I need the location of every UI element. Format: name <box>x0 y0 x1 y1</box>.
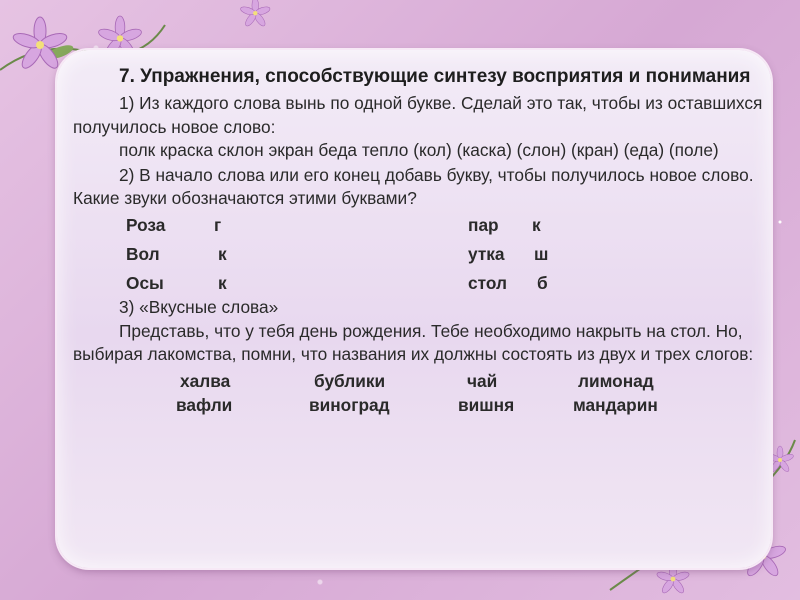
word: стол <box>468 272 507 293</box>
food-word: вишня <box>458 394 515 415</box>
food-word: виноград <box>309 394 390 415</box>
word-pair-row <box>73 211 763 240</box>
task2-text: 2) В начало слова или его конец добавь букву, чтобы получилось новое слово. Какие звуки обозначаются этими буквами? <box>73 164 754 209</box>
word-pair-row <box>73 269 763 295</box>
food-word-row <box>73 394 763 418</box>
food-word: лимонад <box>578 370 654 391</box>
slide-text <box>73 64 763 418</box>
word: пар <box>468 214 499 235</box>
food-word-row <box>73 370 763 394</box>
food-word: мандарин <box>573 394 658 415</box>
word: Вол <box>126 243 160 264</box>
task1-words: полк краска склон экран беда тепло (кол) (каска) (слон) (кран) (еда) (поле) <box>119 140 719 161</box>
task3-title: 3) «Вкусные слова» <box>119 296 279 317</box>
task3-text: Представь, что у тебя день рождения. Тебе необходимо накрыть на стол. Но, выбирая лакомства, помни, что названия их должны состоять из двух и трех слогов: <box>73 320 754 365</box>
word-pair-row <box>73 240 763 269</box>
word: утка <box>468 243 505 264</box>
food-word: вафли <box>176 394 233 415</box>
page-title: 7. Упражнения, способствующие синтезу восприятия и понимания <box>119 66 751 87</box>
flower-icon <box>225 0 305 40</box>
letter: ш <box>534 243 549 264</box>
food-word: халва <box>180 370 231 391</box>
letter: к <box>532 214 541 235</box>
food-word: бублики <box>314 370 386 391</box>
word: Осы <box>126 272 164 293</box>
letter: б <box>537 272 548 293</box>
letter: г <box>214 214 222 235</box>
food-word: чай <box>467 370 498 391</box>
letter: к <box>218 243 227 264</box>
letter: к <box>218 272 227 293</box>
word: Роза <box>126 214 166 235</box>
task1-text: 1) Из каждого слова вынь по одной букве. Сделай это так, чтобы из оставшихся получилось новое слово: <box>73 93 763 137</box>
